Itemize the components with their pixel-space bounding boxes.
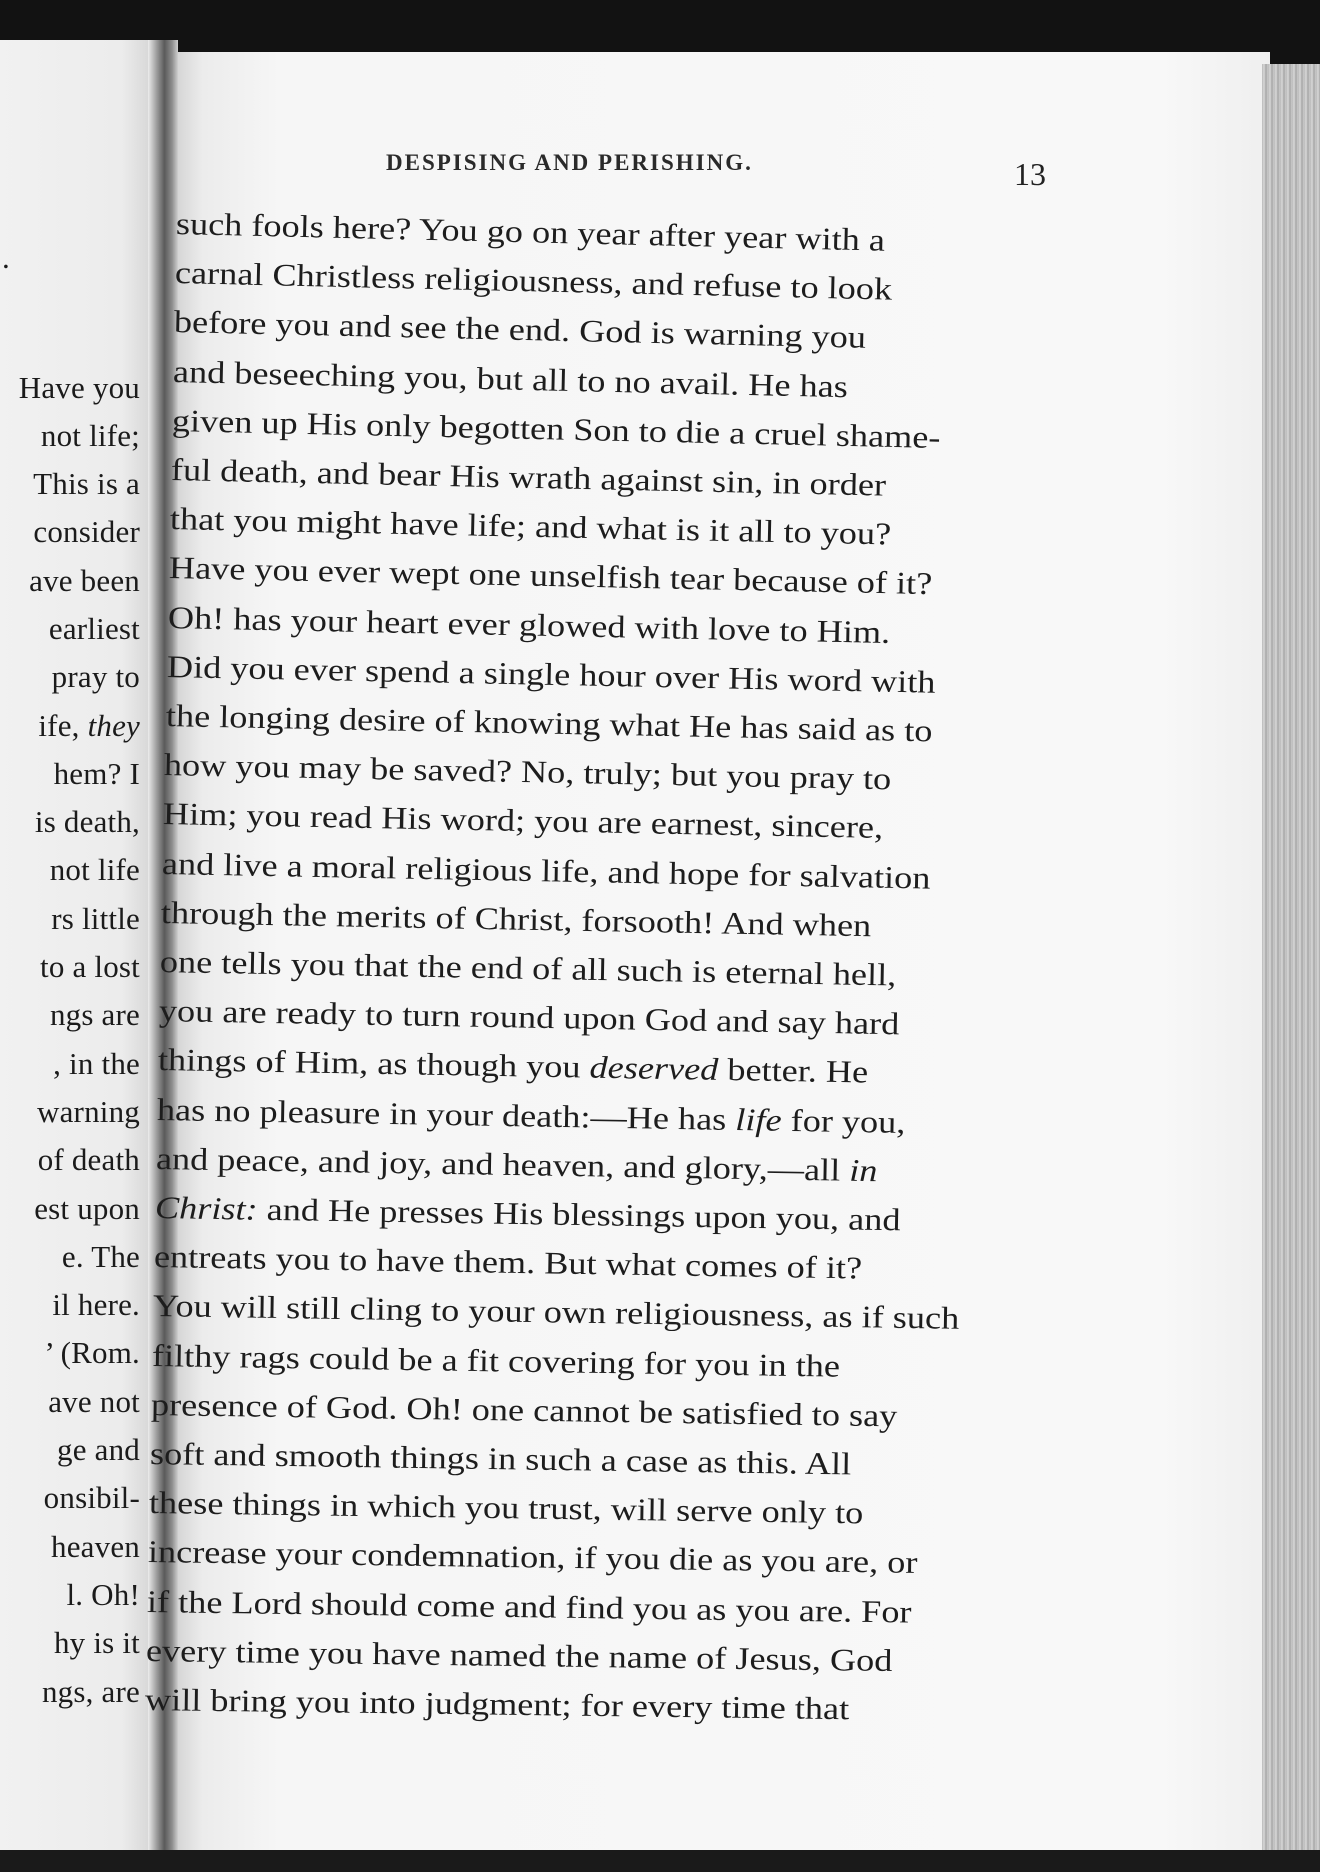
body-line: has no pleasure in your death:—He has life for you, bbox=[156, 1091, 906, 1140]
body-line: one tells you that the end of all such is eternal hell, bbox=[159, 944, 897, 993]
left-page-line: onsibil- bbox=[43, 1480, 140, 1515]
left-page-line: l. Oh! bbox=[66, 1577, 140, 1612]
left-page-line: e. The bbox=[61, 1239, 140, 1274]
body-line: before you and see the end. God is warning you bbox=[173, 304, 867, 356]
body-line: will bring you into judgment; for every time that bbox=[144, 1682, 849, 1727]
body-line: Oh! has your heart ever glowed with love to Him. bbox=[167, 599, 891, 650]
left-page-line: heaven bbox=[51, 1529, 140, 1564]
left-page-line: not life bbox=[49, 852, 140, 887]
body-line: entreats you to have them. But what comes of it? bbox=[153, 1239, 863, 1286]
body-line: through the merits of Christ, forsooth! And when bbox=[160, 894, 872, 944]
body-line: Christ: and He presses His blessings upon you, and bbox=[154, 1190, 901, 1238]
left-page-line: pray to bbox=[51, 659, 140, 694]
body-line: that you might have life; and what is it all to you? bbox=[169, 501, 892, 552]
body-line: Have you ever wept one unselfish tear because of it? bbox=[168, 550, 933, 602]
left-page-line: ge and bbox=[57, 1432, 140, 1467]
body-line: how you may be saved? No, truly; but you pray to bbox=[164, 747, 893, 797]
left-page-line: earliest bbox=[48, 611, 140, 646]
body-line: and beseeching you, but all to no avail. He has bbox=[172, 353, 849, 404]
body-line: presence of God. Oh! one cannot be satisfied to say bbox=[150, 1386, 898, 1434]
body-line: filthy rags could be a fit covering for you in the bbox=[151, 1337, 841, 1384]
left-page-line: not life; bbox=[40, 418, 140, 453]
left-page-line: of death bbox=[37, 1142, 140, 1177]
body-line: ful death, and bear His wrath against sin, in order bbox=[170, 452, 887, 503]
left-page-line: rs little bbox=[51, 901, 140, 936]
left-page-line: hem? I bbox=[53, 756, 140, 791]
left-page-line: is death, bbox=[34, 804, 140, 839]
body-line: and live a moral religious life, and hope for salvation bbox=[162, 845, 932, 896]
left-page-line: . bbox=[2, 240, 10, 275]
body-line: given up His only begotten Son to die a cruel shame- bbox=[171, 402, 941, 455]
left-page-line: , in the bbox=[53, 1046, 140, 1081]
left-page-line: ’ (Rom. bbox=[44, 1335, 140, 1370]
body-line: You will still cling to your own religiousness, as if such bbox=[152, 1288, 960, 1337]
body-line: every time you have named the name of Jesus, God bbox=[145, 1632, 893, 1678]
body-line: you are ready to turn round upon God and say hard bbox=[158, 993, 900, 1042]
page-number: 13 bbox=[1014, 156, 1046, 192]
left-page-line: ife, they bbox=[38, 708, 140, 743]
left-page-line: ngs, are bbox=[41, 1674, 140, 1709]
body-line: such fools here? You go on year after year with a bbox=[175, 206, 886, 258]
left-page-line: il here. bbox=[52, 1287, 140, 1322]
body-line: things of Him, as though you deserved better. He bbox=[157, 1042, 869, 1090]
left-page-line: ave not bbox=[48, 1384, 140, 1419]
body-line: and peace, and joy, and heaven, and glory,—all in bbox=[155, 1140, 878, 1189]
body-line: Did you ever spend a single hour over His word with bbox=[166, 648, 936, 700]
body-line: if the Lord should come and find you as you are. For bbox=[146, 1583, 912, 1630]
left-page-line: est upon bbox=[34, 1191, 140, 1226]
left-page-line: ave been bbox=[29, 563, 140, 598]
left-page-line: to a lost bbox=[40, 949, 140, 984]
left-page-line: warning bbox=[37, 1094, 140, 1129]
running-head: DESPISING AND PERISHING. bbox=[386, 150, 753, 175]
body-line: carnal Christless religiousness, and refuse to look bbox=[174, 255, 893, 307]
body-line: soft and smooth things in such a case as this. All bbox=[149, 1436, 852, 1482]
body-line: the longing desire of knowing what He has said as to bbox=[165, 698, 933, 749]
body-line: Him; you read His word; you are earnest, sincere, bbox=[163, 796, 884, 846]
left-page-line: ngs are bbox=[49, 997, 140, 1032]
left-page-line: Have you bbox=[18, 370, 140, 405]
body-line: increase your condemnation, if you die as you are, or bbox=[147, 1534, 918, 1581]
left-page-line: hy is it bbox=[53, 1625, 140, 1660]
left-page-line: consider bbox=[33, 514, 140, 549]
body-line: these things in which you trust, will serve only to bbox=[148, 1485, 864, 1531]
left-page-line: This is a bbox=[33, 466, 140, 501]
